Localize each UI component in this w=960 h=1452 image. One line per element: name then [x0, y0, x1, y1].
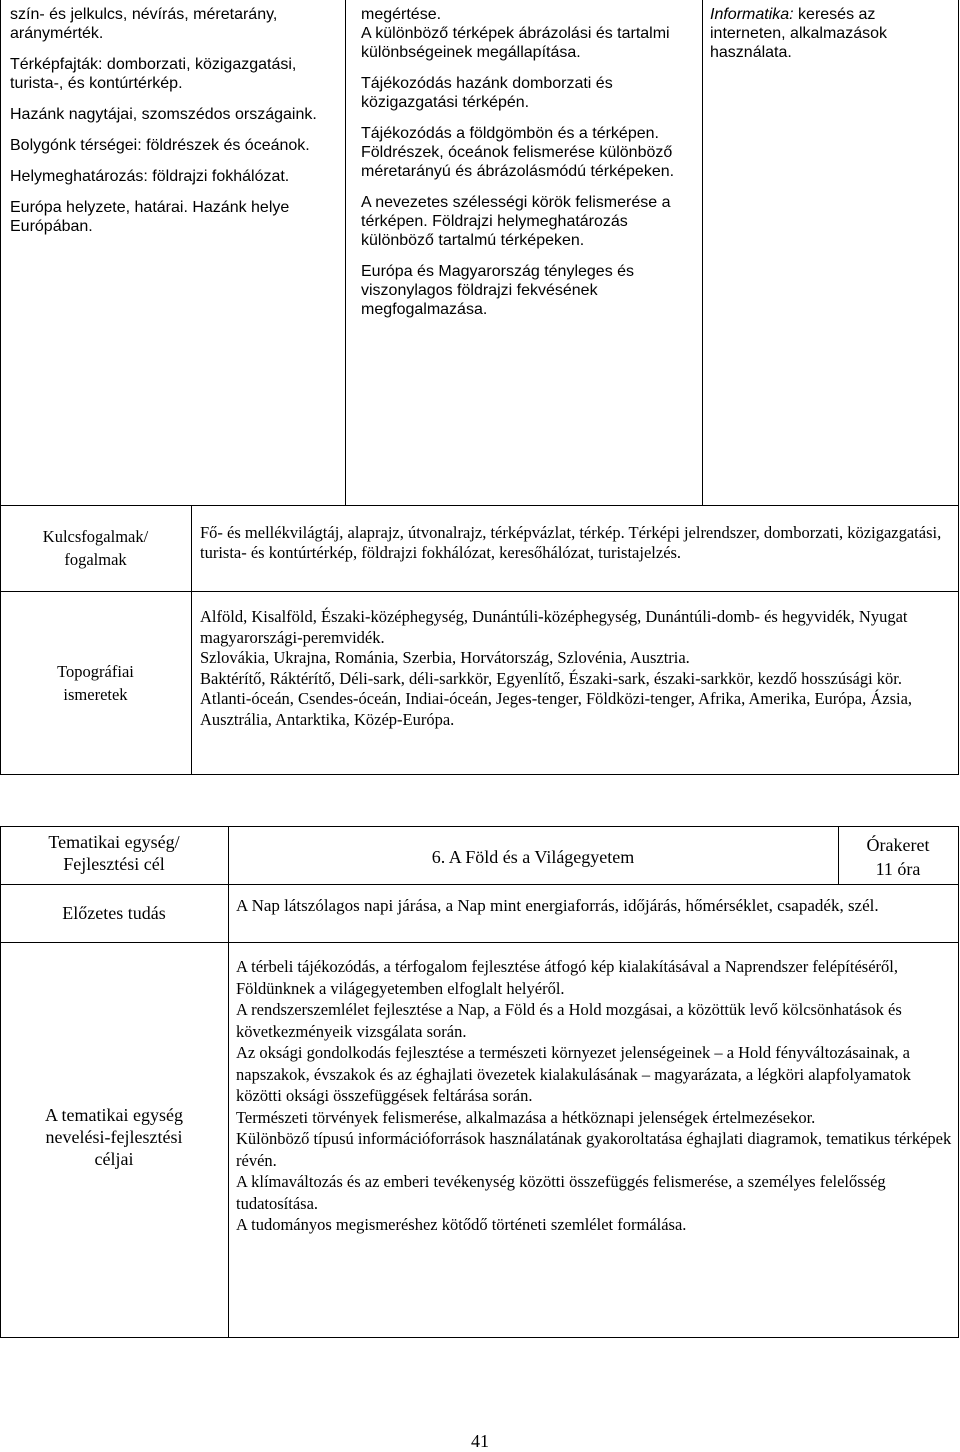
hours-label: Órakeret [866, 835, 930, 855]
top-table-left-border [0, 0, 1, 775]
row-divider-content [0, 505, 959, 506]
unit-table-bottom-border [0, 1337, 959, 1338]
goal-paragraph: A tudományos megismeréshez kötődő történeti szemlélet formálása. [236, 1215, 687, 1234]
goal-paragraph: A klímaváltozás és az emberi tevékenység közötti összefüggés felismerése, a személyes felelősség tudatosítása. [236, 1172, 886, 1213]
key-concepts-label-line: fogalmak [64, 550, 127, 569]
goal-paragraph: A rendszerszemlélet fejlesztése a Nap, a Föld és a Hold mozgásai, a közöttük levő kölcsönhatások és következményeik vizsgálata során. [236, 1000, 902, 1041]
label-col-divider [191, 505, 192, 775]
key-concepts-label [0, 527, 191, 569]
unit-label-col-divider [228, 826, 229, 1338]
goals-label-line: céljai [94, 1149, 134, 1169]
col1-item: Helymeghatározás: földrajzi fokhálózat. [10, 168, 290, 185]
col2-item: Tájékozódás hazánk domborzati és közigazgatási térképén. [361, 75, 613, 111]
goal-paragraph: Az oksági gondolkodás fejlesztése a természeti környezet jelenségeinek – a Hold fényváltozásainak, a napszakok, évszakok és az éghajlati övezetek kialakulásának – magyarázata, a légköri alapfolyamatok közötti oksági összefüggések feltárása során. [236, 1043, 911, 1105]
unit-header-label [0, 831, 228, 875]
row-divider-prior [0, 942, 959, 943]
page-number: 41 [471, 1431, 489, 1451]
topography-paragraph: Atlanti-óceán, Csendes-óceán, Indiai-óceán, Jeges-tenger, Földközi-tenger, Afrika, Amerika, Európa, Ázsia, Ausztrália, Antarktika, Közép-Európa. [200, 689, 913, 729]
goals-label-line: nevelési-fejlesztési [45, 1127, 183, 1147]
top-table-right-border [958, 0, 959, 775]
unit-title: 6. A Föld és a Világegyetem [431, 847, 635, 867]
col-divider-2 [702, 0, 703, 505]
goals-text [236, 956, 952, 1236]
topography-label [0, 662, 191, 704]
top-table-bottom-border [0, 774, 959, 775]
col1-item: Európa helyzete, határai. Hazánk helye Európában. [10, 199, 290, 235]
goals-label-line: A tematikai egység [45, 1105, 183, 1125]
col2-item: Tájékozódás a földgömbön és a térképen. Földrészek, óceánok felismerése különböző méretarányú és ábrázolásmódú térképeken. [361, 125, 675, 180]
prior-knowledge-text: A Nap látszólagos napi járása, a Nap mint energiaforrás, időjárás, hőmérséklet, csapadék, szél. [236, 896, 879, 915]
prior-knowledge-label: Előzetes tudás [62, 903, 166, 923]
topography-text [200, 607, 952, 730]
row-divider-header [0, 884, 959, 885]
goal-paragraph: A térbeli tájékozódás, a térfogalom fejlesztése átfogó kép kialakításával a Naprendszer felépítéséről, Földünknek a világegyetemben elfoglalt helyéről. [236, 957, 898, 998]
col1-item: Térképfajták: domborzati, közigazgatási, turista-, és kontúrtérkép. [10, 56, 297, 92]
subject-label: Informatika: [710, 6, 794, 23]
key-concepts-text: Fő- és mellékvilágtáj, alaprajz, útvonalrajz, térképvázlat, térkép. Térképi jelrendszer, domborzati, közigazgatási, turista- és kontúrtérkép, földrajzi fokhálózat, keresőhálózat, turistajelzés. [200, 523, 942, 562]
subject-text: keresés az interneten, alkalmazások használata. [710, 6, 887, 61]
unit-table-top-border [0, 826, 959, 827]
topography-label-line: Topográfiai [57, 662, 134, 681]
col2-item: Európa és Magyarország tényleges és viszonylagos földrajzi fekvésének megfogalmazása. [361, 263, 635, 318]
col2-item: megértése. [361, 6, 442, 23]
hours-value: 11 óra [875, 859, 921, 879]
top-col-1 [10, 5, 340, 236]
col1-item: Hazánk nagytájai, szomszédos országaink. [10, 106, 317, 123]
topography-paragraph: Alföld, Kisalföld, Északi-középhegység, Dunántúli-középhegység, Dunántúli-domb- és hegyvidék, Nyugat magyarországi-peremvidék. [200, 607, 908, 647]
col2-item: A nevezetes szélességi körök felismerése a térképen. Földrajzi helymeghatározás különböző tartalmú térképeken. [361, 194, 671, 249]
col-divider-1 [345, 0, 346, 505]
goal-paragraph: Különböző típusú információforrások használatának gyakoroltatása éghajlati diagramok, tematikus térképek révén. [236, 1129, 952, 1170]
col2-item: A különböző térképek ábrázolási és tartalmi különbségeinek megállapítása. [361, 25, 670, 61]
topography-label-line: ismeretek [63, 685, 128, 704]
col1-item: szín- és jelkulcs, névírás, méretarány, aránymérték. [10, 6, 278, 42]
unit-header-label-line: Tematikai egység/ [48, 832, 180, 852]
unit-header-label-line: Fejlesztési cél [63, 854, 165, 874]
top-col-2 [361, 5, 696, 319]
goals-label [0, 1104, 228, 1170]
goal-paragraph: Természeti törvények felismerése, alkalmazása a hétköznapi jelenségek értelmezésekor. [236, 1107, 816, 1127]
col1-item: Bolygónk térségei: földrészek és óceánok. [10, 137, 310, 154]
hours-cell [838, 834, 958, 880]
top-col-3 [710, 5, 950, 62]
unit-table-right-border [958, 826, 959, 1338]
topography-paragraph: Szlovákia, Ukrajna, Románia, Szerbia, Horvátország, Szlovénia, Ausztria. [200, 648, 690, 667]
key-concepts-label-line: Kulcsfogalmak/ [42, 527, 149, 546]
topography-paragraph: Baktérítő, Ráktérítő, Déli-sark, déli-sarkkör, Egyenlítő, Északi-sark, északi-sarkkör, kezdő hosszúsági kör. [200, 668, 903, 688]
row-divider-topography [0, 591, 959, 592]
